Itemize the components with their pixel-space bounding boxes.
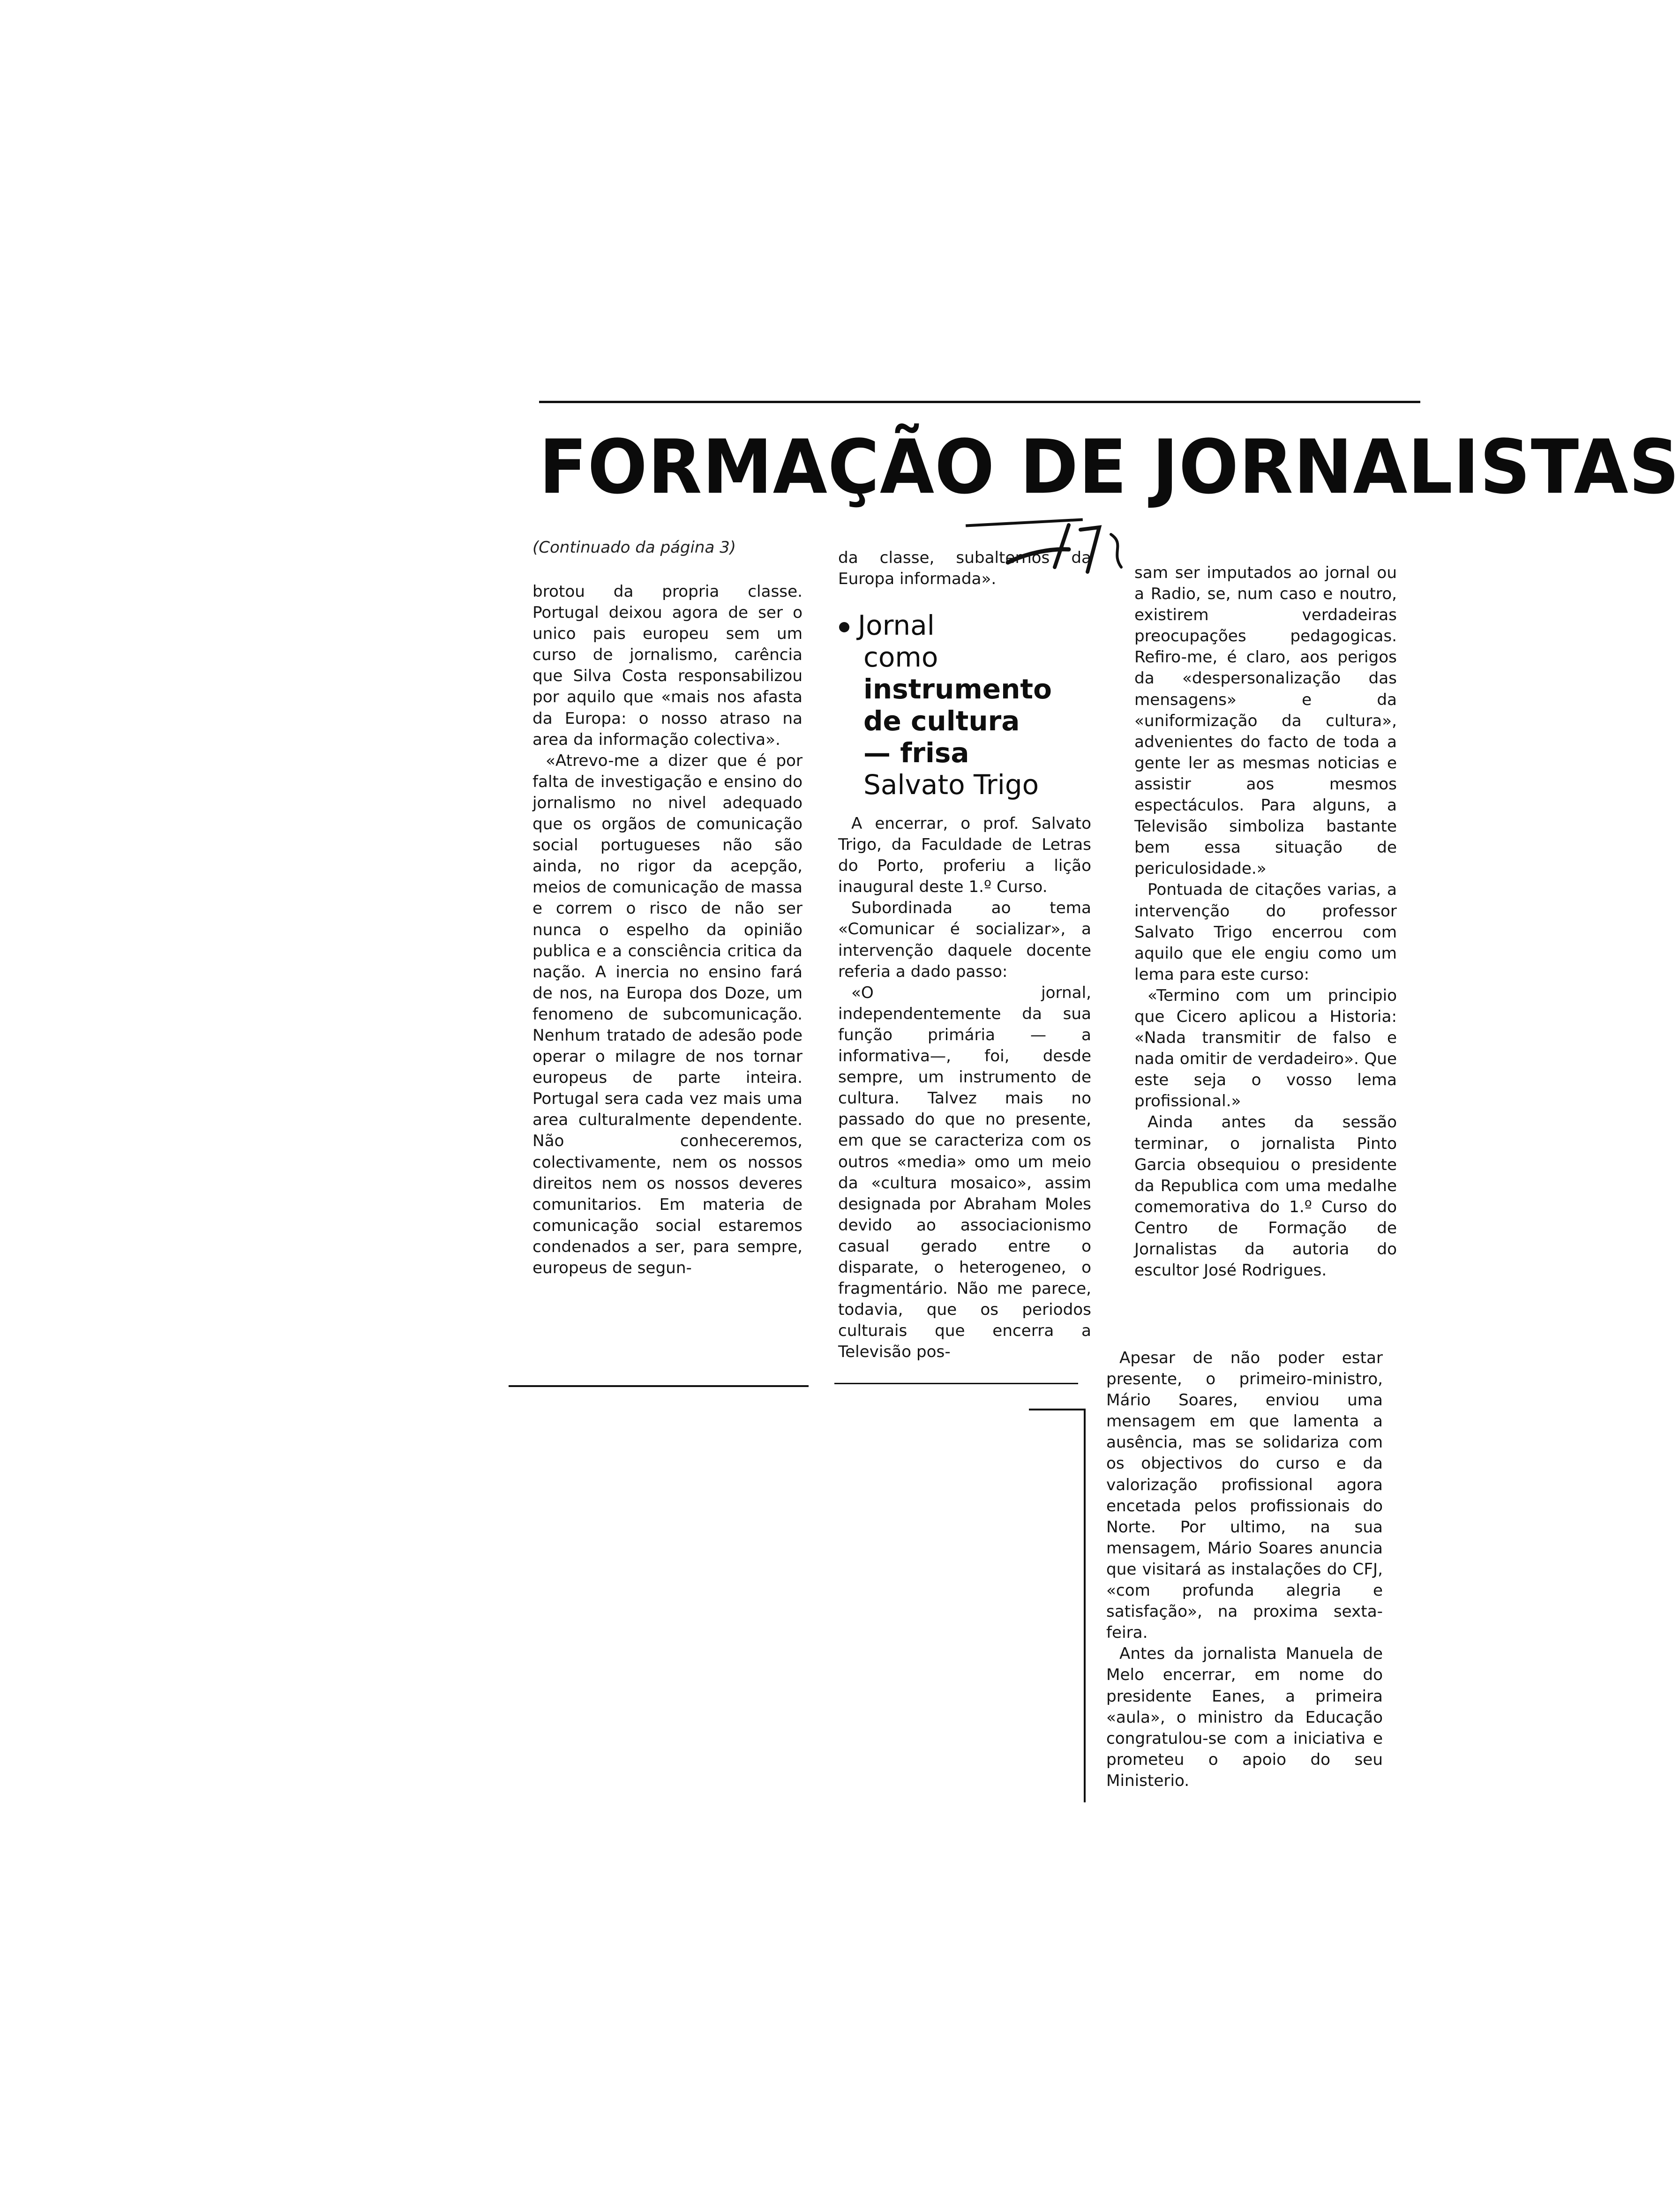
col3-paragraph-4: Ainda antes da sessão terminar, o jornalista Pinto Garcia obsequiou o presidente da Republica com uma medalhe comemorativa do 1.º Curso do Centro de Formação de Jornalistas da autoria do escultor José Rodrigues. (1134, 1113, 1397, 1280)
col2-top-text: da classe, subalternos da Europa informada». (838, 548, 1091, 589)
column-3 (1134, 562, 1397, 1281)
col1-paragraph-1: brotou da propria classe. Portugal deixou agora de ser o unico pais europeu sem um curso de jornalismo, carência que Silva Costa responsabilizou por aquilo que «mais nos afasta da Europa: o nosso atraso na area da informação colectiva». (532, 582, 802, 749)
col2-paragraph-2: Subordinada ao tema «Comunicar é socializar», a intervenção daquele docente referia a dado passo: (838, 899, 1091, 981)
subhead-line-1: Jornal (858, 609, 935, 641)
col2-paragraph-3: «O jornal, independentemente da sua função primária — a informativa—, foi, desde sempre, um instrumento de cultura. Talvez mais no passado do que no presente, em que se caracteriza com os outros «media» omo um meio da «cultura mosaico», assim designada por Abraham Moles devido ao associacionismo casual gerado entre o disparate, o heterogeneo, o fragmentário. Não me parece, todavia, que os periodos culturais que encerra a Televisão pos- (838, 983, 1091, 1362)
col2-paragraph-1: A encerrar, o prof. Salvato Trigo, da Faculdade de Letras do Porto, proferiu a lição inaugural deste 1.º Curso. (838, 814, 1091, 897)
column-1 (532, 581, 802, 1279)
subhead-line-6: Salvato Trigo (863, 769, 1039, 801)
subhead-line-5: — frisa (863, 737, 969, 769)
top-rule (539, 401, 1420, 403)
column-2-body (838, 813, 1091, 1363)
corner-rule-horizontal (1029, 1409, 1085, 1410)
col3-paragraph-3: «Termino com um principio que Cicero aplicou a Historia: «Nada transmitir de falso e nada omitir de verdadeiro». Que este seja o vosso lema profissional.» (1134, 986, 1397, 1111)
bottom-rule-left (509, 1385, 809, 1387)
col1-paragraph-2: «Atrevo-me a dizer que é por falta de investigação e ensino do jornalismo no nivel adequado que os orgãos de comunicação social portugueses não são ainda, no rigor da acepção, meios de comunicação de massa e correm o risco de não ser nunca o espelho da opinião publica e a consciência critica da nação. A inercia no ensino fará de nos, na Europa dos Doze, um fenomeno de subcomunicação. Nenhum tratado de adesão pode operar o milagre de nos tornar europeus de parte inteira. Portugal sera cada vez mais uma area culturalmente dependente. Não conheceremos, colectivamente, nem os nossos direitos nem os nossos deveres comunitarios. Em materia de comunicação social estaremos condenados a ser, para sempre, europeus de segun- (532, 751, 802, 1277)
column-2 (838, 548, 1091, 590)
col3-paragraph-1: sam ser imputados ao jornal ou a Radio, se, num caso e noutro, existirem verdadeiras preocupações pedagogicas. Refiro-me, é claro, aos perigos da «despersonalização das mensagens» e da «uniformização da cultura», advenientes do facto de toda a gente ler as mesmas noticias e assistir aos mesmos espectáculos. Para alguns, a Televisão simboliza bastante bem essa situação de periculosidade.» (1134, 563, 1397, 878)
col4-paragraph-1: Apesar de não poder estar presente, o primeiro-ministro, Mário Soares, enviou uma mensagem em que lamenta a ausência, mas se solidariza com os objectivos do curso e da valorização profissional agora encetada pelos profissionais do Norte. Por ultimo, na sua mensagem, Mário Soares anuncia que visitará as instalações do CFJ, «com profunda alegria e satisfação», na proxima sexta-feira. (1106, 1349, 1383, 1642)
headline: FORMAÇÃO DE JORNALISTAS (539, 424, 1680, 511)
subhead-line-3: instrumento (863, 673, 1052, 705)
subheadline (839, 609, 1102, 801)
continued-note: (Continuado da página 3) (532, 538, 736, 557)
subhead-line-4: de cultura (863, 705, 1020, 737)
col4-paragraph-2: Antes da jornalista Manuela de Melo encerrar, em nome do presidente Eanes, a primeira «aula», o ministro da Educação congratulou-se com a iniciativa e prometeu o apoio do seu Ministerio. (1106, 1644, 1383, 1790)
corner-rule-vertical (1084, 1409, 1086, 1802)
subhead-line-2: como (863, 641, 938, 673)
column-4 (1106, 1348, 1383, 1792)
bullet-icon (839, 622, 849, 632)
col3-paragraph-2: Pontuada de citações varias, a intervenção do professor Salvato Trigo encerrou com aquilo que ele engiu como um lema para este curso: (1134, 880, 1397, 984)
bottom-rule-mid (834, 1383, 1078, 1384)
